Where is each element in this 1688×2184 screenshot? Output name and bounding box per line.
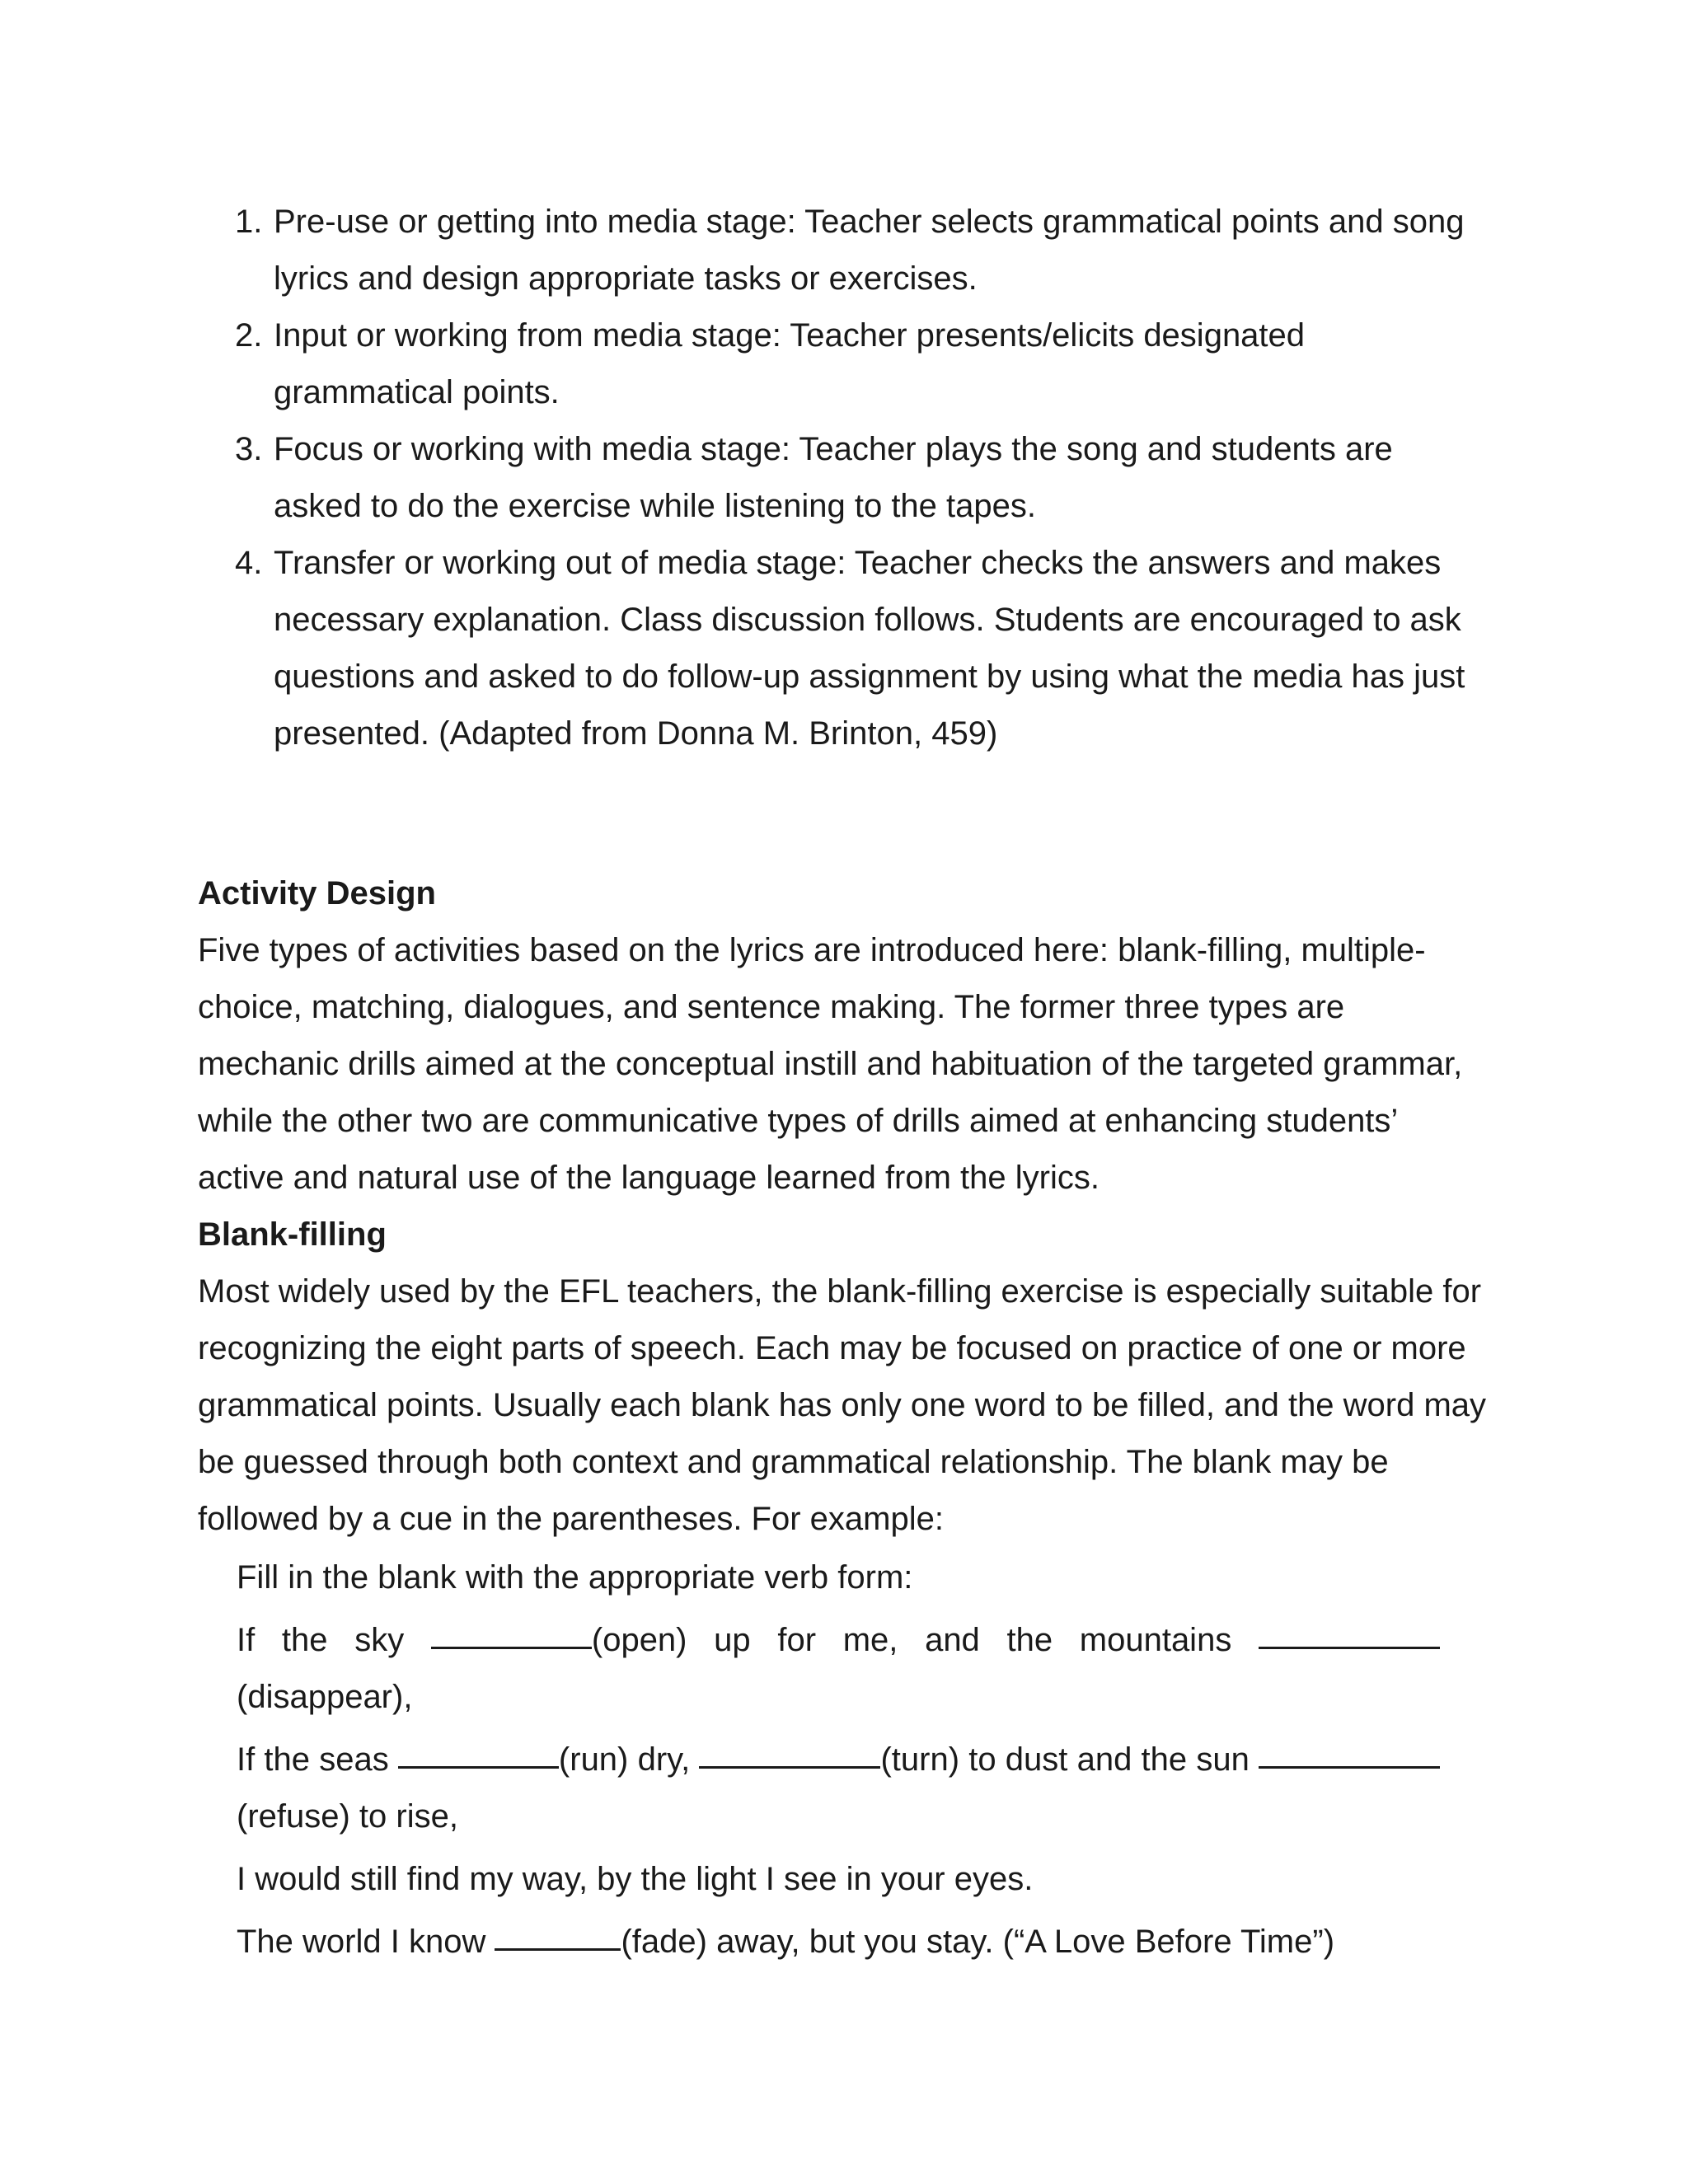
answer-blank xyxy=(1259,1735,1440,1769)
section-paragraph: Five types of activities based on the lyrics are introduced here: blank-filling, multiple-choice, matching, dialogues, and sentence making. The former three types are mechanic drills aimed at the conceptual instill and habituation of the targeted grammar, while the other two are communicative types of drills aimed at enhancing students’ active and natural use of the language learned from the lyrics. xyxy=(198,932,1463,1196)
example-line xyxy=(237,1612,1440,1726)
example-text: (refuse) to rise, xyxy=(237,1798,458,1835)
section-paragraph: Most widely used by the EFL teachers, the blank-filling exercise is especially suitable for recognizing the eight parts of speech. Each may be focused on practice of one or more grammatical points. Usually each blank has only one word to be filled, and the word may be guessed through both context and grammatical relationship. The blank may be followed by a cue in the parentheses. For example: xyxy=(198,1273,1487,1537)
list-item-text: Input or working from media stage: Teacher presents/elicits designated grammatical points. xyxy=(274,317,1306,410)
example-text: (disappear), xyxy=(237,1679,413,1715)
blank-filling-section xyxy=(198,1207,1492,1548)
example-text: If the seas xyxy=(237,1741,398,1778)
example-text: (fade) away, but you stay. (“A Love Before Time”) xyxy=(621,1924,1335,1960)
numbered-list xyxy=(235,194,1488,762)
example-text: (turn) to dust and the sun xyxy=(880,1741,1259,1778)
example-text: (run) dry, xyxy=(558,1741,700,1778)
section-heading: Activity Design xyxy=(198,875,436,912)
answer-blank xyxy=(398,1735,559,1769)
list-item xyxy=(235,535,1488,762)
list-item-text: Transfer or working out of media stage: Teacher checks the answers and makes necessary explanation. Class discussion follows. Students are encouraged to ask questions and asked to do follow-up assignment by using what the media has just presented. (Adapted from Donna M. Brinton, 459) xyxy=(274,545,1465,752)
list-number: 2. xyxy=(235,317,263,354)
answer-blank xyxy=(495,1917,621,1951)
example-text: If the sky xyxy=(237,1622,431,1658)
list-number: 1. xyxy=(235,204,263,240)
example-instruction: Fill in the blank with the appropriate verb form: xyxy=(237,1559,913,1596)
example-text: The world I know xyxy=(237,1924,495,1960)
example-exercise xyxy=(237,1549,1440,1971)
answer-blank xyxy=(1259,1615,1440,1649)
list-number: 4. xyxy=(235,545,263,581)
list-item-text: Focus or working with media stage: Teacher plays the song and students are asked to do the exercise while listening to the tapes. xyxy=(274,431,1393,524)
list-item-text: Pre-use or getting into media stage: Teacher selects grammatical points and song lyrics and design appropriate tasks or exercises. xyxy=(274,204,1465,297)
example-text: (open) up for me, and the mountains xyxy=(591,1622,1259,1658)
example-line: I would still find my way, by the light I see in your eyes. xyxy=(237,1861,1034,1897)
answer-blank xyxy=(699,1735,880,1769)
list-item xyxy=(235,421,1488,535)
section-heading: Blank-filling xyxy=(198,1216,387,1253)
activity-design-section xyxy=(198,865,1492,1207)
example-line xyxy=(237,1732,1440,1845)
list-item xyxy=(235,194,1488,307)
list-number: 3. xyxy=(235,431,263,467)
list-item xyxy=(235,307,1488,421)
answer-blank xyxy=(431,1615,592,1649)
example-line xyxy=(237,1914,1440,1971)
